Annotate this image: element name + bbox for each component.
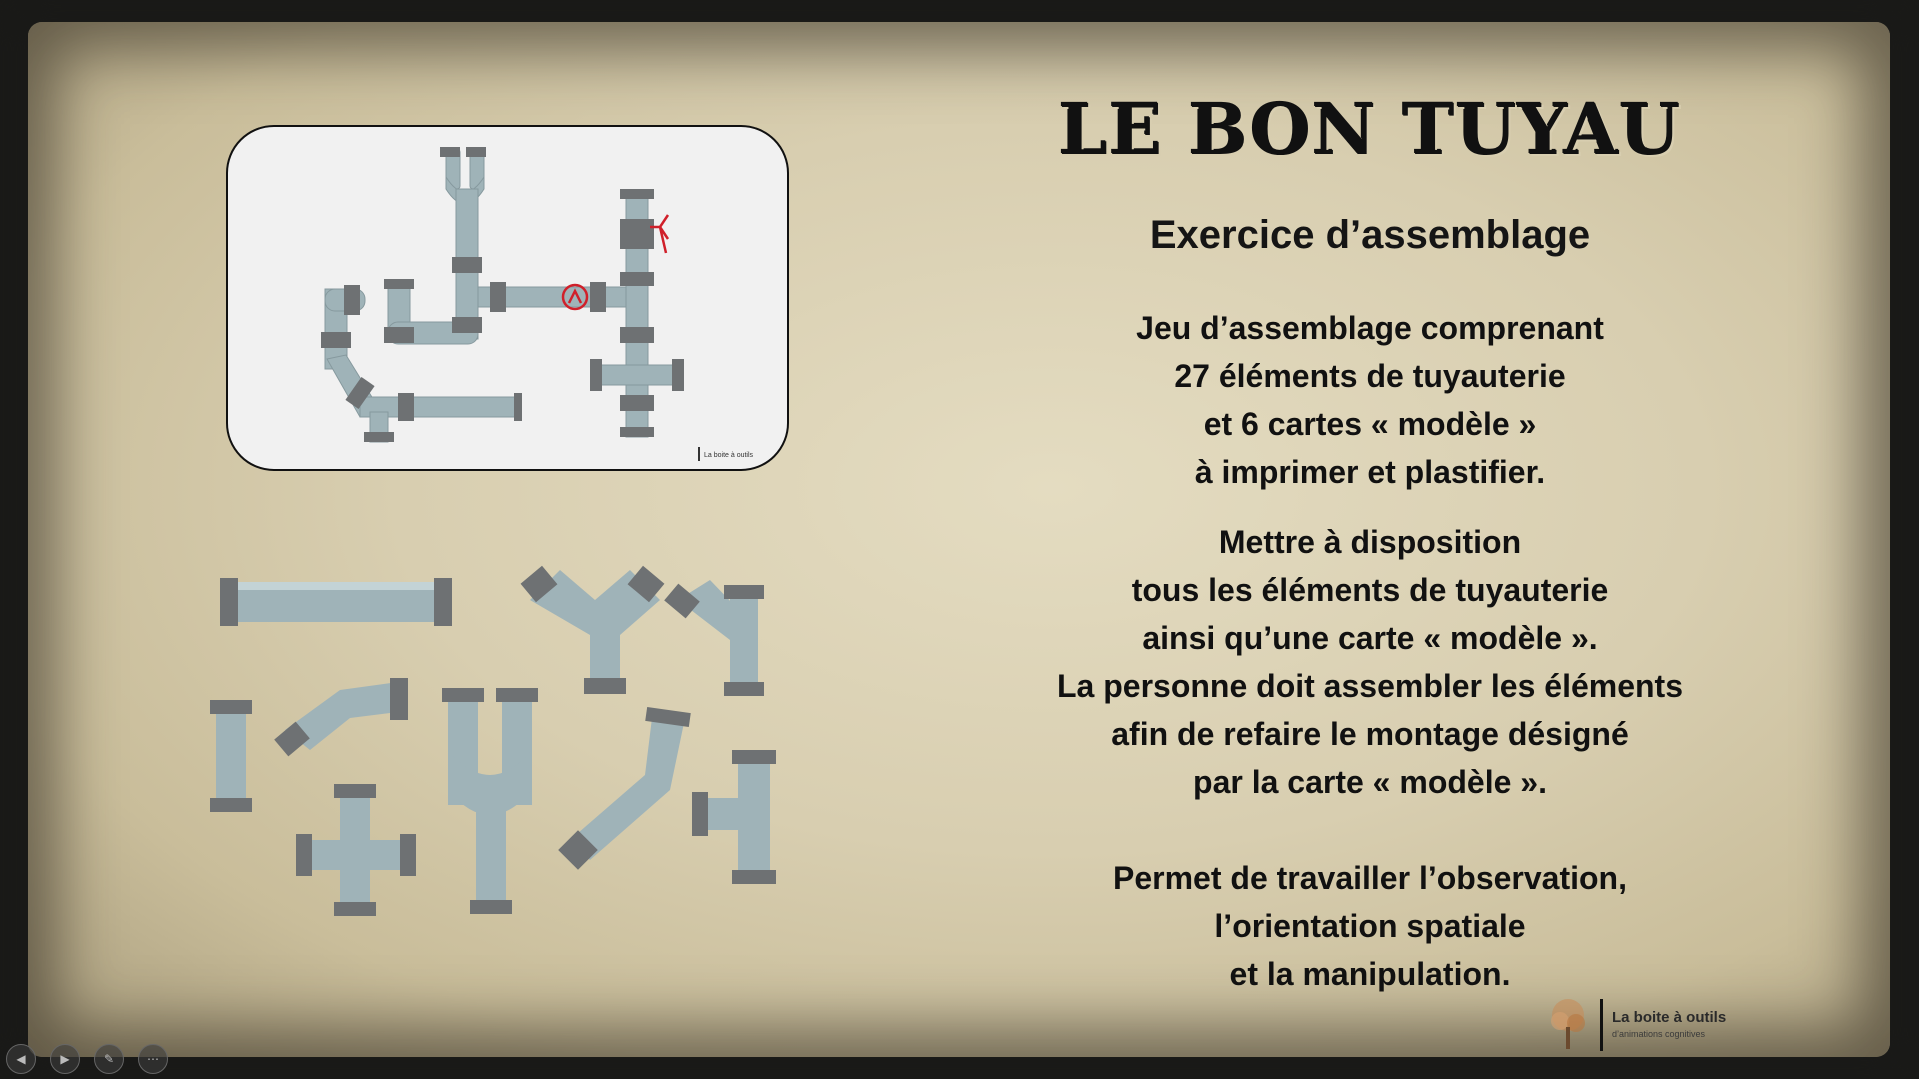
text-line: Mettre à disposition [1218, 524, 1522, 560]
text-line: et la manipulation. [1229, 956, 1511, 992]
text-line: 27 éléments de tuyauterie [1174, 358, 1566, 394]
play-icon[interactable]: ▶ [50, 1044, 80, 1074]
instructions-paragraph [980, 518, 1760, 806]
svg-text:La boite à outils: La boite à outils [704, 452, 754, 459]
subtitle: Exercice d’assemblage [1149, 213, 1591, 257]
text-line: à imprimer et plastifier. [1194, 454, 1546, 490]
text-line: Permet de travailler l’observation, [1113, 860, 1627, 896]
prev-icon[interactable]: ◀ [6, 1044, 36, 1074]
text-line: afin de refaire le montage désigné [1111, 716, 1629, 752]
text-line: par la carte « modèle ». [1193, 764, 1547, 800]
tree-icon [1538, 993, 1608, 1053]
text-line: Jeu d’assemblage comprenant [1136, 310, 1604, 346]
description-paragraph [980, 304, 1760, 496]
model-card-image [226, 125, 789, 471]
pipe-pieces-image [200, 560, 800, 920]
pen-icon[interactable]: ✎ [94, 1044, 124, 1074]
text-line: ainsi qu’une carte « modèle ». [1142, 620, 1598, 656]
card-watermark-logo [698, 447, 754, 461]
logo-tagline: d’animations cognitives [1612, 1029, 1706, 1039]
menu-icon[interactable]: ⋯ [138, 1044, 168, 1074]
page-title: LE BON TUYAU [1058, 88, 1682, 171]
text-line: l’orientation spatiale [1214, 908, 1526, 944]
text-line: tous les éléments de tuyauterie [1131, 572, 1609, 608]
logo-name: La boite à outils [1612, 1009, 1727, 1026]
benefits-paragraph [980, 854, 1760, 998]
brand-logo [1538, 993, 1763, 1059]
text-line: La personne doit assembler les éléments [1056, 668, 1683, 704]
text-line: et 6 cartes « modèle » [1203, 406, 1537, 442]
